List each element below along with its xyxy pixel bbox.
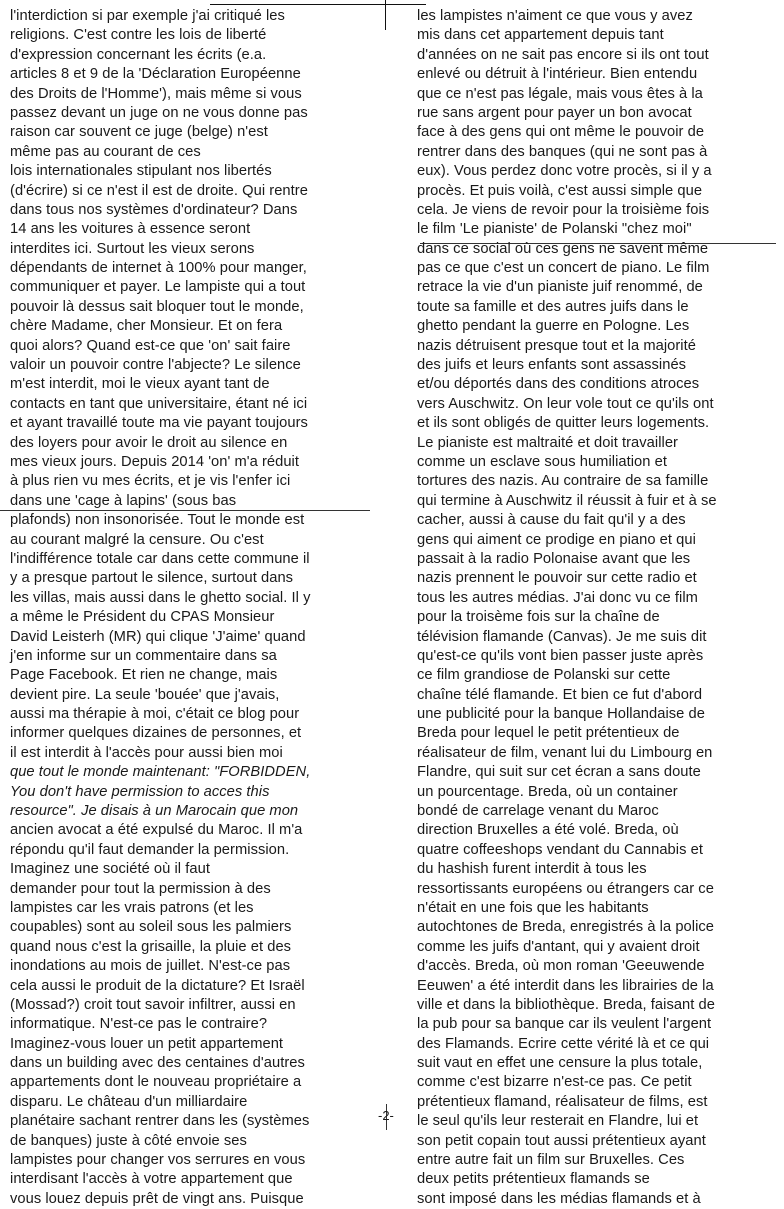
text-line: lois internationales stipulant nos libertés	[10, 163, 272, 180]
text-line: du hashish furent interdit à tous les	[417, 861, 647, 878]
text-line: demander pour tout la permission à des	[10, 880, 271, 897]
text-line: des loyers pour avoir le droit au silence en	[10, 434, 288, 451]
text-line: appartements dont le nouveau propriétaire a	[10, 1074, 302, 1091]
text-line: un pourcentage. Breda, où un container	[417, 783, 678, 800]
text-line: eux). Vous perdez donc votre procès, si il y a	[417, 163, 712, 180]
text-line: des Flamands. Ecrire cette vérité là et ce qui	[417, 1035, 710, 1052]
text-line: dans ce social où ces gens ne savent même	[417, 240, 709, 257]
text-line: You don't have permission to acces this	[10, 783, 270, 800]
text-line: entre autre fait un film sur Bruxelles. Ces	[417, 1152, 685, 1169]
text-line: et ils sont obligés de quitter leurs logements.	[417, 415, 710, 432]
page-number: -2-	[378, 1108, 394, 1123]
text-line: coupables) sont au soleil sous les palmiers	[10, 919, 292, 936]
text-line: tous les autres médias. J'ai donc vu ce film	[417, 589, 698, 606]
text-line: rentrer dans des banques (qui ne sont pas à	[417, 143, 708, 160]
text-line: m'est interdit, moi le vieux ayant tant de	[10, 376, 270, 393]
text-line: d'expression concernant les écrits (e.a.	[10, 46, 267, 63]
text-line: contacts en tant que universitaire, étant né ici	[10, 395, 308, 412]
text-line: religions. C'est contre les lois de liberté	[10, 27, 267, 44]
text-line: raison car souvent ce juge (belge) n'est	[10, 124, 268, 141]
text-line: quoi alors? Quand est-ce que 'on' sait faire	[10, 337, 291, 354]
column-separator-top	[385, 0, 386, 30]
text-line: pour la troisème fois sur la chaîne de	[417, 609, 660, 626]
text-line: à plus rien vu mes écrits, et je vis l'enfer ici	[10, 473, 291, 490]
text-line: les lampistes n'aiment ce que vous y avez	[417, 8, 693, 24]
text-line: informer quelques dizaines de personnes, et	[10, 725, 302, 742]
text-line: (d'écrire) si ce n'est il est de droite. Qui rentre	[10, 182, 308, 199]
text-line: (Mossad?) croit tout savoir infiltrer, aussi en	[10, 996, 296, 1013]
text-line: que tout le monde maintenant: "FORBIDDEN,	[10, 764, 311, 781]
text-line: aussi ma thérapie à moi, c'était ce blog pour	[10, 706, 300, 723]
text-line: dans une 'cage à lapins' (sous bas	[10, 492, 237, 509]
text-line: lampistes car les vrais patrons (et les	[10, 899, 254, 916]
text-line: Flandre, qui suit sur cet écran a sans doute	[417, 764, 701, 781]
text-line: réalisateur de film, venant lui du Limbourg en	[417, 744, 713, 761]
text-line: dépendants de internet à 100% pour manger,	[10, 260, 307, 277]
text-line: articles 8 et 9 de la 'Déclaration Européenne	[10, 66, 301, 83]
text-line: communiquer et payer. Le lampiste qui a tout	[10, 279, 306, 296]
text-line: vous louez depuis prêt de vingt ans. Puisque	[10, 1190, 304, 1207]
text-line: cacher, aussi à cause du fait qu'il y a des	[417, 512, 686, 529]
text-line: mis dans cet appartement depuis tant	[417, 27, 664, 44]
text-line: le film 'Le pianiste' de Polanski "chez moi"	[417, 221, 692, 238]
text-line: cela. Je viens de revoir pour la troisième fois	[417, 201, 710, 218]
text-line: deux petits prétentieux flamands se	[417, 1171, 650, 1188]
text-line: interdites ici. Surtout les vieux serons	[10, 240, 255, 257]
text-line: comme c'est bizarre n'est-ce pas. Ce petit	[417, 1074, 692, 1091]
text-line: répondu qu'il faut demander la permission.	[10, 841, 290, 858]
text-line: une publicité pour la banque Hollandaise de	[417, 706, 705, 723]
text-line: chaîne télé flamande. Et bien ce fut d'abord	[417, 686, 703, 703]
text-line: pouvoir là dessus sait bloquer tout le monde,	[10, 298, 304, 315]
left-text-column	[10, 7, 382, 1209]
text-line: l'indifférence totale car dans cette commune il	[10, 550, 310, 567]
text-line: enlevé ou détruit à l'intérieur. Bien entendu	[417, 66, 698, 83]
text-line: son petit copain tout aussi prétentieux ayant	[417, 1132, 706, 1149]
text-line: y a presque partout le silence, surtout dans	[10, 570, 294, 587]
text-line: informatique. N'est-ce pas le contraire?	[10, 1016, 268, 1033]
text-line: comme les juifs d'antant, qui y avaient droit	[417, 938, 700, 955]
text-line: prétentieux flamand, réalisateur de films, est	[417, 1093, 708, 1110]
text-line: ressortissants européens ou étrangers car ce	[417, 880, 714, 897]
text-line: ghetto pendant la guerre en Pologne. Les	[417, 318, 690, 335]
scan-top-rule-left	[210, 4, 370, 5]
text-line: face à des gens qui ont même le pouvoir de	[417, 124, 705, 141]
scan-top-rule-right	[370, 4, 426, 5]
text-line: resource". Je disais à un Marocain que mon	[10, 803, 299, 820]
text-line: disparu. Le château d'un milliardaire	[10, 1093, 248, 1110]
text-line: suit vaut en effet une censure la plus totale,	[417, 1055, 703, 1072]
text-line: et/ou déportés dans des conditions atroces	[417, 376, 700, 393]
text-line: ce film grandiose de Polanski sur cette	[417, 667, 671, 684]
text-line: pas ce que c'est un concert de piano. Le film	[417, 260, 710, 277]
text-line: il est interdit à l'accès pour aussi bien moi	[10, 744, 283, 761]
text-line: même pas au courant de ces	[10, 143, 201, 160]
text-line: qu'est-ce qu'ils vont bien passer juste après	[417, 647, 704, 664]
text-line: dans un building avec des centaines d'autres	[10, 1055, 305, 1072]
text-line: mes vieux jours. Depuis 2014 'on' m'a réduit	[10, 453, 300, 470]
text-line: de banques) juste à côté envoie ses	[10, 1132, 247, 1149]
text-line: valoir un pouvoir contre l'abjecte? Le silence	[10, 357, 301, 374]
text-line: passez devant un juge on ne vous donne pas	[10, 104, 308, 121]
text-line: tortures des nazis. Au contraire de sa famille	[417, 473, 709, 490]
text-line: cela aussi le produit de la dictature? Et Israël	[10, 977, 305, 994]
text-line: n'était en une fois que les habitants	[417, 899, 649, 916]
text-line: télévision flamande (Canvas). Je me suis dit	[417, 628, 707, 645]
text-line: procès. Et puis voilà, c'est aussi simple que	[417, 182, 703, 199]
text-line: bondé de carrelage venant du Maroc	[417, 803, 659, 820]
text-line: David Leisterh (MR) qui clique 'J'aime' quand	[10, 628, 306, 645]
text-line: d'accès. Breda, où mon roman 'Geeuwende	[417, 958, 705, 975]
text-line: Imaginez une société où il faut	[10, 861, 210, 878]
text-line: inondations au mois de juillet. N'est-ce pas	[10, 958, 291, 975]
text-line: direction Bruxelles a été volé. Breda, où	[417, 822, 679, 839]
text-line: j'en informe sur un commentaire dans sa	[10, 647, 277, 664]
text-line: a même le Président du CPAS Monsieur	[10, 609, 275, 626]
text-line: le seul qu'ils leur resterait en Flandre, lui et	[417, 1113, 699, 1130]
text-line: des juifs et leurs enfants sont assassinés	[417, 357, 687, 374]
text-line: planétaire sachant rentrer dans les (systèmes	[10, 1113, 310, 1130]
text-line: lampistes pour changer vos serrures en vous	[10, 1152, 306, 1169]
text-line: Breda pour lequel le petit prétentieux de	[417, 725, 680, 742]
text-line: sont imposé dans les médias flamands et à	[417, 1190, 701, 1207]
text-line: l'interdiction si par exemple j'ai critiqué les	[10, 8, 285, 24]
text-line: Eeuwen' a été interdit dans les librairies de la	[417, 977, 714, 994]
text-line: vers Auschwitz. On leur vole tout ce qu'ils ont	[417, 395, 714, 412]
text-line: plafonds) non insonorisée. Tout le monde est	[10, 512, 305, 529]
text-line: devient pire. La seule 'bouée' que j'avais,	[10, 686, 280, 703]
text-line: comme un esclave sous humiliation et	[417, 453, 667, 470]
text-line: ancien avocat a été expulsé du Maroc. Il m'a	[10, 822, 303, 839]
text-line: que ce n'est pas légale, mais vous êtes à la	[417, 85, 703, 102]
text-line: gens qui aiment ce prodige en piano et qui	[417, 531, 696, 548]
text-line: quatre coffeeshops vendant du Cannabis et	[417, 841, 703, 858]
text-line: les villas, mais aussi dans le ghetto social. Il y	[10, 589, 311, 606]
text-line: au courant malgré la censure. Ou c'est	[10, 531, 264, 548]
text-line: nazis détruisent presque tout et la majorité	[417, 337, 696, 354]
text-line: des Droits de l'Homme'), mais même si vous	[10, 85, 302, 102]
text-line: ville et dans la bibliothèque. Breda, faisant de	[417, 996, 715, 1013]
text-line: nazis prennent le pouvoir sur cette radio et	[417, 570, 697, 587]
text-line: rue sans argent pour payer un bon avocat	[417, 104, 692, 121]
text-line: chère Madame, cher Monsieur. Et on fera	[10, 318, 283, 335]
text-line: qui termine à Auschwitz il réussit à fuir et à se	[417, 492, 717, 509]
text-line: retrace la vie d'un pianiste juif renommé, de	[417, 279, 703, 296]
text-line: autochtones de Breda, enregistrés à la police	[417, 919, 715, 936]
text-line: interdisant l'accès à votre appartement que	[10, 1171, 293, 1188]
text-line: Imaginez-vous louer un petit appartement	[10, 1035, 284, 1052]
text-line: toute sa famille et des autres juifs dans le	[417, 298, 689, 315]
text-line: passait à la radio Polonaise avant que les	[417, 550, 691, 567]
text-line: Le pianiste est maltraité et doit travailler	[417, 434, 678, 451]
text-line: Page Facebook. Et rien ne change, mais	[10, 667, 278, 684]
text-line: d'années on ne sait pas encore si ils ont tout	[417, 46, 709, 63]
right-text-column	[417, 7, 777, 1209]
text-line: et ayant travaillé toute ma vie payant toujours	[10, 415, 308, 432]
text-line: dans tous nos systèmes d'ordinateur? Dans	[10, 201, 298, 218]
text-line: 14 ans les voitures à essence seront	[10, 221, 251, 238]
text-line: quand nous c'est la grisaille, la pluie et des	[10, 938, 292, 955]
text-line: la pub pour sa banque car ils veulent l'argent	[417, 1016, 712, 1033]
